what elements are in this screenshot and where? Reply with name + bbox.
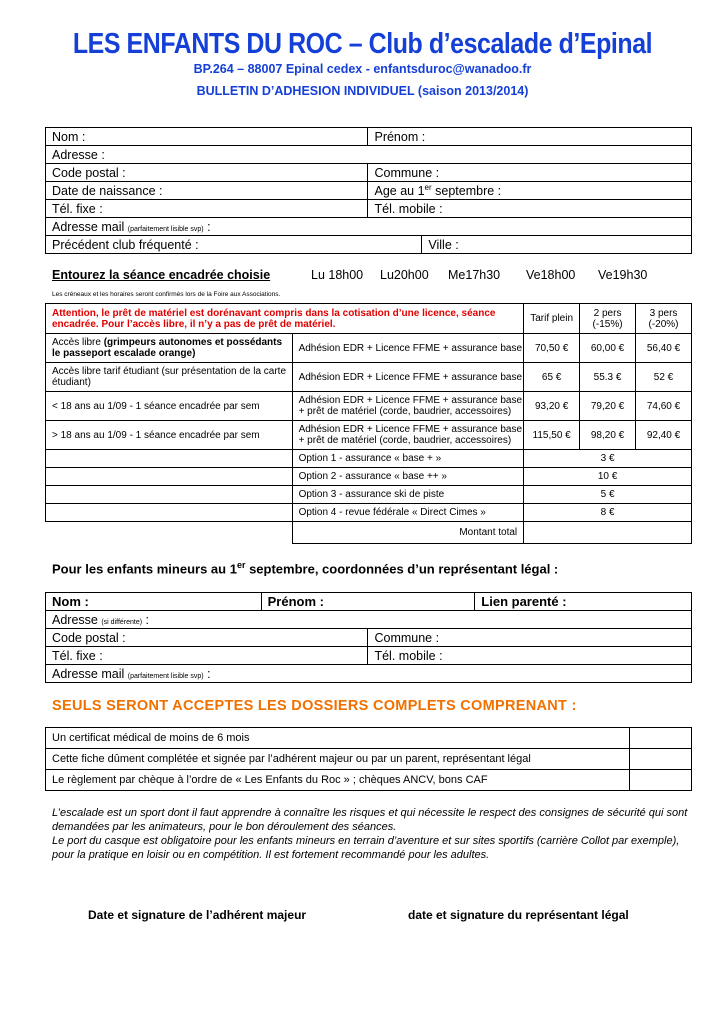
price-2pers[interactable]: 60,00 € [580, 334, 636, 363]
row-category [46, 334, 293, 363]
total-label: Montant total [292, 522, 524, 544]
price-plein[interactable]: 65 € [524, 363, 580, 392]
slot-lu20[interactable]: Lu20h00 [380, 268, 429, 282]
row-category: > 18 ans au 1/09 - 1 séance encadrée par sem [46, 421, 293, 450]
row-category: Accès libre tarif étudiant (sur présentation de la carte étudiant) [46, 363, 293, 392]
signature-legal-label: date et signature du représentant légal [408, 908, 629, 922]
requirement-item: Un certificat médical de moins de 6 mois [46, 728, 630, 749]
seance-label: Entourez la séance encadrée choisie [52, 268, 271, 282]
form-title: BULLETIN D’ADHESION INDIVIDUEL (saison 2013/2014) [196, 84, 529, 98]
price-3pers[interactable]: 92,40 € [636, 421, 692, 450]
slot-lu18[interactable]: Lu 18h00 [311, 268, 364, 282]
age-field[interactable] [368, 182, 692, 200]
legal-heading-sup: er [236, 560, 246, 570]
club-title: LES ENFANTS DU ROC – Club d’escalade d’Epinal [72, 28, 653, 60]
option-label: Option 4 - revue fédérale « Direct Cimes » [292, 504, 524, 522]
requirements-table [45, 727, 692, 791]
nom-field[interactable]: Nom : [46, 128, 368, 146]
option-blank [46, 486, 293, 504]
slot-ve19[interactable]: Ve19h30 [598, 268, 648, 282]
option-price[interactable]: 3 € [524, 450, 692, 468]
pricing-warning: Attention, le prêt de matériel est dorénavant compris dans la cotisation d’une licence, séance encadrée. Pour l’accès libre, il n’y a pas de prêt de matériel. [46, 304, 524, 334]
row-category-b: (grimpeurs autonomes et possédants le passeport escalade orange) [52, 337, 283, 359]
disclaimer [52, 806, 692, 862]
legal-adresse-colon: : [142, 612, 150, 627]
disclaimer-p1: L’escalade est un sport dont il faut apprendre à connaître les risques et qui nécessite le respect des consignes de sécurité qui sont demandées par les animateurs, pour le bon déroulement des séances. [52, 807, 688, 833]
legal-commune-field[interactable]: Commune : [368, 629, 692, 647]
mail-note: (parfaitement lisible svp) [127, 225, 204, 233]
prenom-field[interactable]: Prénom : [368, 128, 692, 146]
legal-mail-colon: : [203, 666, 211, 681]
legal-nom-field[interactable]: Nom : [46, 593, 262, 611]
mail-colon: : [203, 219, 211, 234]
price-2pers[interactable]: 98,20 € [580, 421, 636, 450]
club-address: BP.264 – 88007 Epinal cedex - enfantsduroc@wanadoo.fr [193, 62, 532, 76]
member-info-table [45, 127, 692, 254]
option-price[interactable]: 8 € [524, 504, 692, 522]
disclaimer-p2: Le port du casque est obligatoire pour les enfants mineurs en terrain d’aventure et sur sites sportifs (carrière Collot par exemple), pour la pratique en loisir ou en compétition. Il est fortement recommandé pour les adultes. [52, 835, 680, 861]
tel-fixe-field[interactable]: Tél. fixe : [46, 200, 368, 218]
pricing-table [45, 303, 692, 544]
legal-mail-label: Adresse mail [52, 666, 125, 681]
adresse-field[interactable]: Adresse : [46, 146, 692, 164]
price-plein[interactable]: 93,20 € [524, 392, 580, 421]
requirement-checkbox[interactable] [630, 749, 692, 770]
age-label-end: septembre : [431, 184, 502, 199]
legal-tel-fixe-field[interactable]: Tél. fixe : [46, 647, 368, 665]
option-blank [46, 468, 293, 486]
date-naissance-field[interactable]: Date de naissance : [46, 182, 368, 200]
option-price[interactable]: 5 € [524, 486, 692, 504]
row-category-a: Accès libre [52, 337, 104, 348]
price-plein[interactable]: 70,50 € [524, 334, 580, 363]
total-value[interactable] [524, 522, 692, 544]
price-2pers[interactable]: 79,20 € [580, 392, 636, 421]
age-label: Age au 1 [374, 184, 425, 199]
commune-field[interactable]: Commune : [368, 164, 692, 182]
legal-adresse-field[interactable] [46, 611, 692, 629]
option-label: Option 1 - assurance « base + » [292, 450, 524, 468]
row-desc: Adhésion EDR + Licence FFME + assurance base + prêt de matériel (corde, baudrier, accessoires) [292, 392, 524, 421]
requirement-checkbox[interactable] [630, 770, 692, 791]
legal-heading-end: septembre, coordonnées d’un représentant légal : [245, 561, 559, 577]
price-3pers[interactable]: 56,40 € [636, 334, 692, 363]
row-category: < 18 ans au 1/09 - 1 séance encadrée par sem [46, 392, 293, 421]
option-label: Option 3 - assurance ski de piste [292, 486, 524, 504]
requirement-item: Cette fiche dûment complétée et signée par l’adhérent majeur ou par un parent, représentant légal [46, 749, 630, 770]
row-desc: Adhésion EDR + Licence FFME + assurance base + prêt de matériel (corde, baudrier, accessoires) [292, 421, 524, 450]
col-2pers: 2 pers (-15%) [580, 304, 636, 334]
price-3pers[interactable]: 52 € [636, 363, 692, 392]
tel-mobile-field[interactable]: Tél. mobile : [368, 200, 692, 218]
option-blank [46, 450, 293, 468]
mail-field[interactable] [46, 218, 692, 236]
col-3pers: 3 pers (-20%) [636, 304, 692, 334]
requirement-item: Le règlement par chèque à l’ordre de « Les Enfants du Roc » ; chèques ANCV, bons CAF [46, 770, 630, 791]
legal-lien-field[interactable]: Lien parenté : [475, 593, 692, 611]
requirements-heading: SEULS SERONT ACCEPTES LES DOSSIERS COMPLETS COMPRENANT : [52, 698, 577, 714]
age-sup: er [424, 182, 432, 192]
row-desc: Adhésion EDR + Licence FFME + assurance base [292, 334, 524, 363]
legal-adresse-note: (si différente) [101, 618, 143, 626]
mail-label: Adresse mail [52, 219, 125, 234]
slot-ve18[interactable]: Ve18h00 [526, 268, 576, 282]
option-label: Option 2 - assurance « base ++ » [292, 468, 524, 486]
signature-adult-label: Date et signature de l’adhérent majeur [88, 908, 307, 922]
legal-code-postal-field[interactable]: Code postal : [46, 629, 368, 647]
row-desc: Adhésion EDR + Licence FFME + assurance base [292, 363, 524, 392]
legal-adresse-label: Adresse [52, 612, 98, 627]
price-3pers[interactable]: 74,60 € [636, 392, 692, 421]
legal-info-table [45, 592, 692, 683]
code-postal-field[interactable]: Code postal : [46, 164, 368, 182]
legal-mail-note: (parfaitement lisible svp) [127, 672, 204, 680]
legal-mail-field[interactable] [46, 665, 692, 683]
seance-note: Les créneaux et les horaires seront confirmés lors de la Foire aux Associations. [52, 291, 281, 298]
option-price[interactable]: 10 € [524, 468, 692, 486]
club-field[interactable]: Précédent club fréquenté : [46, 236, 422, 254]
ville-field[interactable]: Ville : [422, 236, 692, 254]
legal-tel-mobile-field[interactable]: Tél. mobile : [368, 647, 692, 665]
col-tarif-plein: Tarif plein [524, 304, 580, 334]
legal-prenom-field[interactable]: Prénom : [261, 593, 475, 611]
price-plein[interactable]: 115,50 € [524, 421, 580, 450]
option-blank [46, 504, 293, 522]
price-2pers[interactable]: 55.3 € [580, 363, 636, 392]
slot-me17[interactable]: Me17h30 [448, 268, 501, 282]
legal-heading: Pour les enfants mineurs au 1er septembre, coordonnées d’un représentant légal : [52, 560, 559, 577]
requirement-checkbox[interactable] [630, 728, 692, 749]
